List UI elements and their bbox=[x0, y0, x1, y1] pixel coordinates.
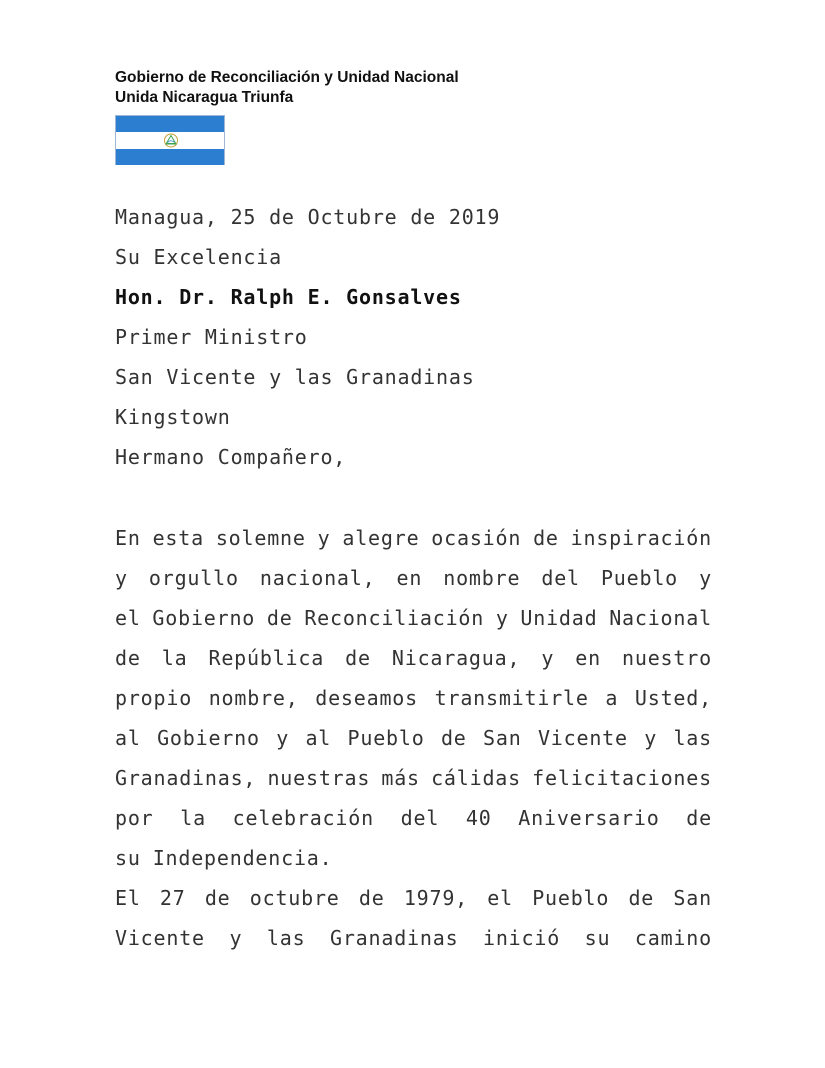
body-word: Vicente bbox=[115, 926, 205, 950]
body-word: Vicente bbox=[537, 726, 628, 750]
body-word: Independencia. bbox=[152, 846, 333, 870]
body-word: el bbox=[487, 886, 513, 910]
body-word: y bbox=[229, 926, 243, 950]
recipient-name: Hon. Dr. Ralph E. Gonsalves bbox=[115, 285, 462, 309]
body-word: y bbox=[541, 646, 555, 670]
body-word: nuestro bbox=[622, 646, 712, 670]
body-line bbox=[115, 558, 712, 598]
recipient-city: Kingstown bbox=[115, 405, 231, 429]
body-word: su bbox=[115, 846, 141, 870]
body-word: celebración bbox=[232, 806, 374, 830]
body-word: 27 bbox=[159, 886, 186, 910]
body-word: Nacional bbox=[609, 606, 712, 630]
body-word: nombre, bbox=[208, 686, 299, 710]
body-word: San bbox=[673, 886, 712, 910]
body-word: Gobierno bbox=[152, 606, 256, 630]
body-word: las bbox=[673, 726, 712, 750]
body-word: al bbox=[115, 726, 141, 750]
body-word: cálidas bbox=[431, 766, 521, 790]
body-word: nacional, bbox=[259, 566, 376, 590]
body-word: nuestras bbox=[267, 766, 371, 790]
body-line bbox=[115, 638, 712, 678]
recipient-block bbox=[115, 197, 712, 477]
body-word: el bbox=[115, 606, 141, 630]
body-word: de bbox=[628, 886, 655, 910]
body-word: Unidad bbox=[520, 606, 598, 630]
letter-date: Managua, 25 de Octubre de 2019 bbox=[115, 205, 501, 229]
body-word: nombre bbox=[443, 566, 521, 590]
body-word: la bbox=[180, 806, 206, 830]
body-line bbox=[115, 718, 712, 758]
body-word: Gobierno bbox=[157, 726, 260, 750]
body-word: alegre bbox=[342, 526, 420, 550]
body-word: de bbox=[440, 726, 467, 750]
body-word: por bbox=[115, 806, 154, 830]
body-word: más bbox=[381, 766, 420, 790]
body-word: y bbox=[644, 726, 658, 750]
body-word: esta bbox=[152, 526, 204, 550]
body-line bbox=[115, 678, 712, 718]
body-line bbox=[115, 518, 712, 558]
body-word: En bbox=[115, 526, 141, 550]
body-word: de bbox=[686, 806, 712, 830]
body-word: transmitirle bbox=[434, 686, 589, 710]
body-word: Nicaragua, bbox=[391, 646, 521, 670]
body-word: Usted, bbox=[634, 686, 712, 710]
body-word: ocasión bbox=[431, 526, 522, 550]
body-word: 40 bbox=[465, 806, 492, 830]
body-word: felicitaciones bbox=[532, 766, 712, 790]
body-word: del bbox=[400, 806, 440, 830]
salutation: Su Excelencia bbox=[115, 245, 282, 269]
body-word: propio bbox=[115, 686, 193, 710]
body-line bbox=[115, 598, 712, 638]
body-word: camino bbox=[634, 926, 712, 950]
body-word: de bbox=[358, 886, 385, 910]
body-word: inició bbox=[483, 926, 561, 950]
body-word: las bbox=[266, 926, 306, 950]
body-line bbox=[115, 918, 712, 958]
body-word: y bbox=[495, 606, 509, 630]
body-line bbox=[115, 798, 712, 838]
body-word: Granadinas, bbox=[115, 766, 257, 790]
body-word: Pueblo bbox=[600, 566, 678, 590]
body-word: de bbox=[115, 646, 141, 670]
body-word: República bbox=[208, 646, 325, 670]
body-word: octubre bbox=[249, 886, 340, 910]
body-word: Reconciliación bbox=[304, 606, 485, 630]
body-word: solemne bbox=[215, 526, 306, 550]
flag-top-blue-band bbox=[116, 116, 224, 132]
body-word: y bbox=[699, 566, 712, 590]
body-word: de bbox=[204, 886, 231, 910]
coat-of-arms-icon bbox=[163, 133, 179, 148]
letter-body bbox=[115, 518, 712, 958]
letterhead-slogan: Unida Nicaragua Triunfa bbox=[115, 89, 294, 106]
greeting: Hermano Compañero, bbox=[115, 445, 347, 469]
body-word: a bbox=[605, 686, 619, 710]
body-word: Pueblo bbox=[347, 726, 425, 750]
body-word: la bbox=[161, 646, 188, 670]
body-word: deseamos bbox=[315, 686, 418, 710]
body-line bbox=[115, 838, 712, 878]
body-word: inspiración bbox=[570, 526, 712, 550]
body-word: El bbox=[115, 886, 141, 910]
body-word: y bbox=[276, 726, 290, 750]
body-word: en bbox=[396, 566, 423, 590]
body-word: Aniversario bbox=[518, 806, 660, 830]
body-word: su bbox=[584, 926, 611, 950]
body-word: y bbox=[317, 526, 331, 550]
body-word: Pueblo bbox=[532, 886, 610, 910]
body-word: orgullo bbox=[148, 566, 239, 590]
body-word: de bbox=[345, 646, 371, 670]
body-line bbox=[115, 878, 712, 918]
body-word: del bbox=[541, 566, 580, 590]
recipient-title: Primer Ministro bbox=[115, 325, 308, 349]
body-word: de bbox=[533, 526, 559, 550]
body-word: 1979, bbox=[403, 886, 469, 910]
body-word: al bbox=[305, 726, 332, 750]
letterhead-government-name: Gobierno de Reconciliación y Unidad Nacional bbox=[115, 69, 459, 86]
recipient-country: San Vicente y las Granadinas bbox=[115, 365, 475, 389]
nicaragua-flag-icon bbox=[115, 115, 225, 165]
body-word: Granadinas bbox=[330, 926, 459, 950]
body-line bbox=[115, 758, 712, 798]
body-word: San bbox=[483, 726, 522, 750]
body-word: de bbox=[266, 606, 293, 630]
body-word: y bbox=[115, 566, 128, 590]
flag-bottom-blue-band bbox=[116, 149, 224, 165]
body-word: en bbox=[575, 646, 601, 670]
letterhead bbox=[115, 68, 459, 108]
